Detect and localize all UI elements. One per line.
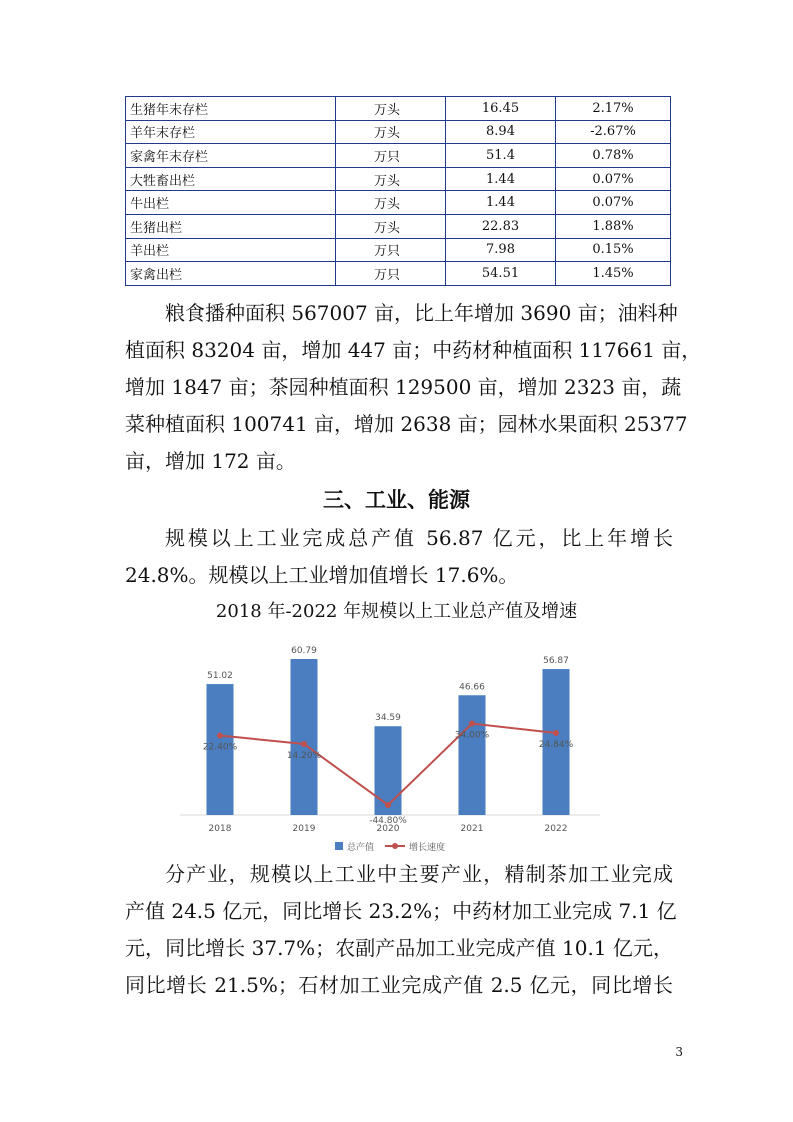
table-row [126,167,671,191]
cell-growth: -2.67% [556,120,671,144]
x-tick-label: 2022 [544,824,568,834]
x-tick-label: 2021 [460,824,484,834]
table-row [126,262,671,286]
cell-value: 8.94 [446,120,556,144]
cell-growth: 2.17% [556,97,671,121]
legend-line-label: 增长速度 [409,843,446,853]
cell-item: 生猪年末存栏 [126,97,336,121]
x-tick-label: 2018 [208,824,232,834]
cell-growth: 0.15% [556,238,671,262]
cell-value: 7.98 [446,238,556,262]
livestock-table [125,96,671,286]
paragraph-line: 元，同比增长 37.7%；农副产品加工业完成产值 10.1 亿元， [125,936,673,960]
growth-value-label: 14.20% [286,751,322,761]
table-row [126,214,671,238]
cell-unit: 万头 [336,214,446,238]
cell-value: 54.51 [446,262,556,286]
bar-2019 [291,659,318,815]
paragraph-line: 菜种植面积 100741 亩，增加 2638 亩；园林水果面积 25377 [125,412,688,436]
cell-unit: 万头 [336,120,446,144]
cell-value: 16.45 [446,97,556,121]
industry-summary-paragraph [125,520,673,594]
growth-point [385,802,391,808]
table-row [126,144,671,168]
paragraph-line: 粮食播种面积 567007 亩，比上年增加 3690 亩；油料种 [165,301,678,325]
growth-value-label: -44.80% [369,816,407,826]
table-row [126,120,671,144]
legend-line-marker [392,843,398,849]
paragraph-line: 同比增长 21.5%；石材加工业完成产值 2.5 亿元，同比增长 [125,973,673,997]
cell-growth: 0.78% [556,144,671,168]
paragraph-line: 规模以上工业完成总产值 56.87 亿元，比上年增长 [165,526,673,550]
bar-value-label: 34.59 [375,713,401,724]
cell-unit: 万头 [336,97,446,121]
bar-2021 [459,695,486,815]
bar-value-label: 60.79 [291,646,317,656]
industry-output-chart [180,640,610,865]
cell-unit: 万头 [336,191,446,215]
cell-item: 大牲畜出栏 [126,167,336,191]
cell-growth: 0.07% [556,191,671,215]
table-row [126,97,671,121]
growth-point [553,730,559,736]
cell-item: 生猪出栏 [126,214,336,238]
cell-item: 羊出栏 [126,238,336,262]
bar-2020 [375,726,402,815]
page-number: 3 [675,1045,683,1059]
paragraph-line: 亩，增加 172 亩。 [125,449,296,473]
cell-unit: 万只 [336,238,446,262]
growth-point [469,721,475,727]
cell-unit: 万只 [336,144,446,168]
growth-point [301,741,307,747]
cell-value: 22.83 [446,214,556,238]
bar-value-label: 56.87 [543,656,569,667]
growth-point [217,733,223,739]
cell-item: 家禽年末存栏 [126,144,336,168]
section-heading: 三、工业、能源 [323,488,470,512]
bar-value-label: 46.66 [459,682,485,693]
x-tick-label: 2020 [376,824,400,834]
cell-value: 51.4 [446,144,556,168]
chart-caption: 2018 年-2022 年规模以上工业总产值及增速 [215,601,578,622]
legend-bar-swatch [335,842,343,850]
cell-growth: 1.88% [556,214,671,238]
growth-value-label: 22.40% [202,742,238,753]
cell-growth: 1.45% [556,262,671,286]
paragraph-line: 产值 24.5 亿元，同比增长 23.2%；中药材加工业完成 7.1 亿 [125,899,677,923]
table-row [126,191,671,215]
cell-unit: 万只 [336,262,446,286]
cell-item: 牛出栏 [126,191,336,215]
bar-value-label: 51.02 [207,671,233,682]
growth-value-label: 24.84% [538,739,574,750]
planting-area-paragraph [125,295,702,480]
cell-item: 家禽出栏 [126,262,336,286]
legend-bar-label: 总产值 [347,843,375,853]
table-row [126,238,671,262]
industry-breakdown-paragraph [125,856,677,1004]
paragraph-line: 分产业，规模以上工业中主要产业，精制茶加工业完成 [165,862,673,886]
cell-item: 羊年末存栏 [126,120,336,144]
cell-unit: 万头 [336,167,446,191]
paragraph-line: 增加 1847 亩；茶园种植面积 129500 亩，增加 2323 亩，蔬 [125,375,682,399]
paragraph-line: 植面积 83204 亩，增加 447 亩；中药材种植面积 117661 亩， [125,338,702,362]
cell-value: 1.44 [446,191,556,215]
x-tick-label: 2019 [292,824,316,834]
paragraph-line: 24.8%。规模以上工业增加值增长 17.6%。 [125,563,519,587]
growth-value-label: 34.00% [454,730,490,741]
cell-growth: 0.07% [556,167,671,191]
cell-value: 1.44 [446,167,556,191]
